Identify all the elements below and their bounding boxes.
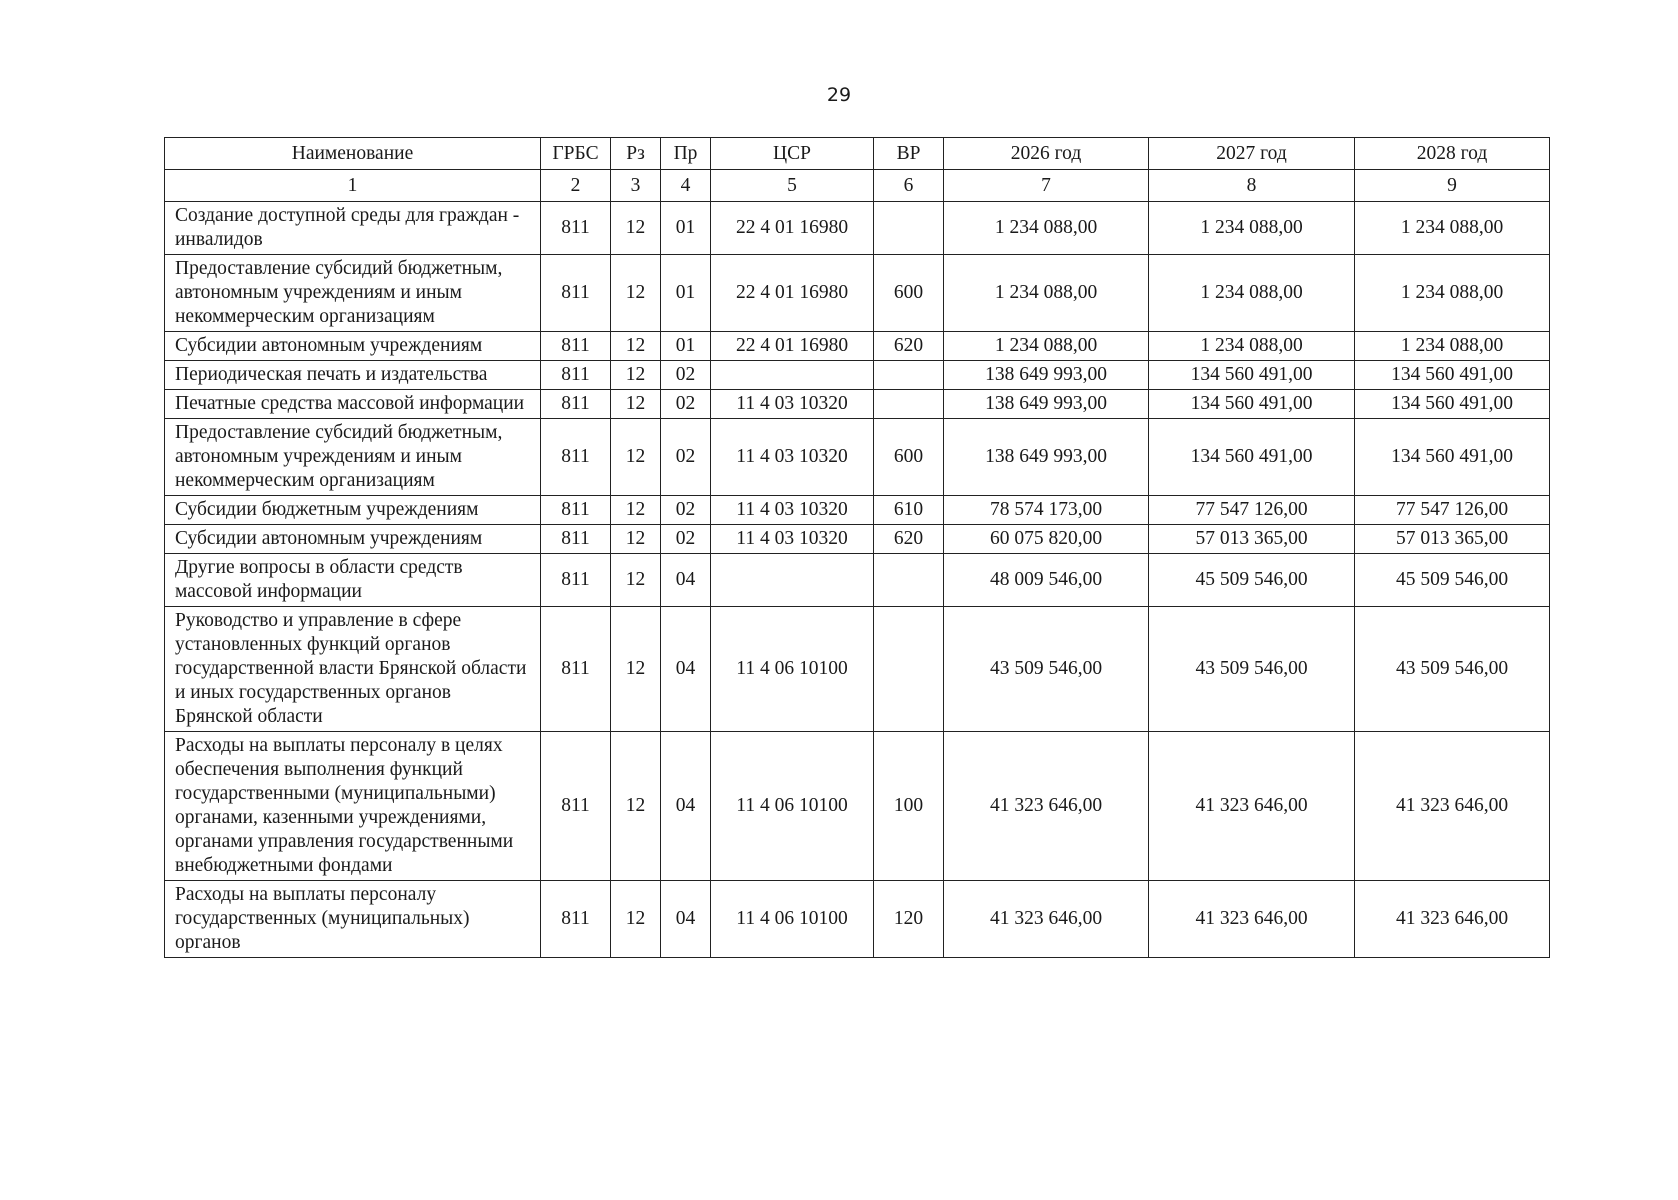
table-row (165, 607, 1550, 732)
cell-year-2027: 134 560 491,00 (1149, 390, 1355, 419)
cell-rz: 12 (611, 390, 661, 419)
cell-name: Предоставление субсидий бюджетным, автономным учреждениям и иным некоммерческим организациям (165, 419, 541, 496)
cell-csr: 11 4 03 10320 (711, 496, 874, 525)
cell-name: Предоставление субсидий бюджетным, автономным учреждениям и иным некоммерческим организациям (165, 255, 541, 332)
column-header-year-2028: 2028 год (1355, 138, 1550, 170)
cell-year-2027: 45 509 546,00 (1149, 554, 1355, 607)
cell-csr: 11 4 03 10320 (711, 525, 874, 554)
cell-name: Расходы на выплаты персоналу в целях обеспечения выполнения функций государственными (муниципальными) органами, казенными учреждениями, органами управления государственными внебюджетными фондами (165, 732, 541, 881)
column-number-year-2028: 9 (1355, 170, 1550, 202)
cell-grbs: 811 (541, 881, 611, 958)
column-header-vr: ВР (874, 138, 944, 170)
cell-rz: 12 (611, 881, 661, 958)
cell-csr: 11 4 06 10100 (711, 881, 874, 958)
cell-grbs: 811 (541, 332, 611, 361)
cell-vr (874, 390, 944, 419)
column-header-pr: Пр (661, 138, 711, 170)
column-header-csr: ЦСР (711, 138, 874, 170)
column-header-name: Наименование (165, 138, 541, 170)
cell-grbs: 811 (541, 419, 611, 496)
cell-year-2026: 1 234 088,00 (944, 202, 1149, 255)
cell-year-2026: 138 649 993,00 (944, 361, 1149, 390)
cell-pr: 02 (661, 361, 711, 390)
cell-pr: 04 (661, 607, 711, 732)
page-number: 29 (826, 84, 852, 106)
cell-vr: 620 (874, 525, 944, 554)
cell-year-2027: 134 560 491,00 (1149, 361, 1355, 390)
column-number-name: 1 (165, 170, 541, 202)
table-row (165, 332, 1550, 361)
cell-pr: 02 (661, 419, 711, 496)
cell-csr: 11 4 03 10320 (711, 419, 874, 496)
column-header-year-2026: 2026 год (944, 138, 1149, 170)
cell-year-2027: 1 234 088,00 (1149, 202, 1355, 255)
cell-csr (711, 361, 874, 390)
column-number-year-2026: 7 (944, 170, 1149, 202)
cell-csr: 11 4 03 10320 (711, 390, 874, 419)
cell-grbs: 811 (541, 361, 611, 390)
cell-name: Создание доступной среды для граждан - инвалидов (165, 202, 541, 255)
cell-vr: 620 (874, 332, 944, 361)
table-row (165, 554, 1550, 607)
cell-vr: 610 (874, 496, 944, 525)
cell-vr (874, 607, 944, 732)
cell-year-2026: 60 075 820,00 (944, 525, 1149, 554)
column-number-grbs: 2 (541, 170, 611, 202)
cell-grbs: 811 (541, 255, 611, 332)
cell-csr: 11 4 06 10100 (711, 732, 874, 881)
table-row (165, 255, 1550, 332)
cell-name: Субсидии бюджетным учреждениям (165, 496, 541, 525)
cell-name: Руководство и управление в сфере установленных функций органов государственной власти Брянской области и иных государственных органов Брянской области (165, 607, 541, 732)
cell-grbs: 811 (541, 607, 611, 732)
cell-name: Расходы на выплаты персоналу государственных (муниципальных) органов (165, 881, 541, 958)
cell-rz: 12 (611, 419, 661, 496)
cell-grbs: 811 (541, 496, 611, 525)
cell-year-2026: 1 234 088,00 (944, 332, 1149, 361)
table-body (165, 202, 1550, 958)
cell-year-2028: 77 547 126,00 (1355, 496, 1550, 525)
cell-grbs: 811 (541, 202, 611, 255)
cell-rz: 12 (611, 525, 661, 554)
cell-year-2028: 134 560 491,00 (1355, 390, 1550, 419)
cell-year-2028: 57 013 365,00 (1355, 525, 1550, 554)
cell-pr: 02 (661, 525, 711, 554)
cell-year-2027: 1 234 088,00 (1149, 332, 1355, 361)
column-number-vr: 6 (874, 170, 944, 202)
table-row (165, 419, 1550, 496)
column-header-rz: Рз (611, 138, 661, 170)
cell-year-2027: 134 560 491,00 (1149, 419, 1355, 496)
cell-year-2028: 134 560 491,00 (1355, 361, 1550, 390)
cell-rz: 12 (611, 732, 661, 881)
table-row (165, 202, 1550, 255)
table-row (165, 361, 1550, 390)
header-row (165, 138, 1550, 170)
cell-vr: 600 (874, 255, 944, 332)
table-row (165, 390, 1550, 419)
cell-pr: 04 (661, 732, 711, 881)
cell-pr: 04 (661, 881, 711, 958)
cell-pr: 02 (661, 390, 711, 419)
cell-csr: 11 4 06 10100 (711, 607, 874, 732)
cell-year-2027: 43 509 546,00 (1149, 607, 1355, 732)
cell-name: Субсидии автономным учреждениям (165, 332, 541, 361)
cell-year-2027: 57 013 365,00 (1149, 525, 1355, 554)
cell-year-2027: 77 547 126,00 (1149, 496, 1355, 525)
table-row (165, 496, 1550, 525)
cell-year-2026: 43 509 546,00 (944, 607, 1149, 732)
column-number-row (165, 170, 1550, 202)
column-header-grbs: ГРБС (541, 138, 611, 170)
cell-year-2028: 45 509 546,00 (1355, 554, 1550, 607)
cell-rz: 12 (611, 361, 661, 390)
cell-rz: 12 (611, 202, 661, 255)
cell-csr: 22 4 01 16980 (711, 332, 874, 361)
cell-rz: 12 (611, 255, 661, 332)
cell-name: Другие вопросы в области средств массовой информации (165, 554, 541, 607)
cell-pr: 04 (661, 554, 711, 607)
cell-pr: 01 (661, 255, 711, 332)
cell-grbs: 811 (541, 525, 611, 554)
cell-year-2028: 134 560 491,00 (1355, 419, 1550, 496)
cell-year-2028: 1 234 088,00 (1355, 202, 1550, 255)
cell-pr: 01 (661, 332, 711, 361)
column-number-pr: 4 (661, 170, 711, 202)
cell-name: Субсидии автономным учреждениям (165, 525, 541, 554)
cell-year-2028: 41 323 646,00 (1355, 881, 1550, 958)
cell-vr: 600 (874, 419, 944, 496)
cell-vr (874, 361, 944, 390)
cell-name: Периодическая печать и издательства (165, 361, 541, 390)
cell-rz: 12 (611, 496, 661, 525)
cell-vr (874, 554, 944, 607)
cell-year-2028: 1 234 088,00 (1355, 255, 1550, 332)
cell-vr: 120 (874, 881, 944, 958)
cell-pr: 02 (661, 496, 711, 525)
column-number-rz: 3 (611, 170, 661, 202)
cell-grbs: 811 (541, 390, 611, 419)
cell-vr (874, 202, 944, 255)
cell-grbs: 811 (541, 732, 611, 881)
cell-year-2026: 41 323 646,00 (944, 881, 1149, 958)
cell-csr (711, 554, 874, 607)
cell-name: Печатные средства массовой информации (165, 390, 541, 419)
cell-year-2026: 48 009 546,00 (944, 554, 1149, 607)
cell-csr: 22 4 01 16980 (711, 255, 874, 332)
cell-csr: 22 4 01 16980 (711, 202, 874, 255)
cell-year-2028: 1 234 088,00 (1355, 332, 1550, 361)
table-row (165, 881, 1550, 958)
table-row (165, 525, 1550, 554)
cell-grbs: 811 (541, 554, 611, 607)
cell-pr: 01 (661, 202, 711, 255)
column-header-year-2027: 2027 год (1149, 138, 1355, 170)
column-number-csr: 5 (711, 170, 874, 202)
table-row (165, 732, 1550, 881)
cell-year-2027: 41 323 646,00 (1149, 732, 1355, 881)
cell-year-2026: 1 234 088,00 (944, 255, 1149, 332)
budget-table (164, 137, 1550, 958)
cell-rz: 12 (611, 554, 661, 607)
cell-year-2026: 41 323 646,00 (944, 732, 1149, 881)
column-number-year-2027: 8 (1149, 170, 1355, 202)
cell-vr: 100 (874, 732, 944, 881)
cell-year-2026: 138 649 993,00 (944, 390, 1149, 419)
cell-year-2027: 1 234 088,00 (1149, 255, 1355, 332)
cell-year-2027: 41 323 646,00 (1149, 881, 1355, 958)
cell-year-2026: 138 649 993,00 (944, 419, 1149, 496)
cell-rz: 12 (611, 607, 661, 732)
cell-year-2028: 43 509 546,00 (1355, 607, 1550, 732)
cell-year-2026: 78 574 173,00 (944, 496, 1149, 525)
cell-year-2028: 41 323 646,00 (1355, 732, 1550, 881)
cell-rz: 12 (611, 332, 661, 361)
